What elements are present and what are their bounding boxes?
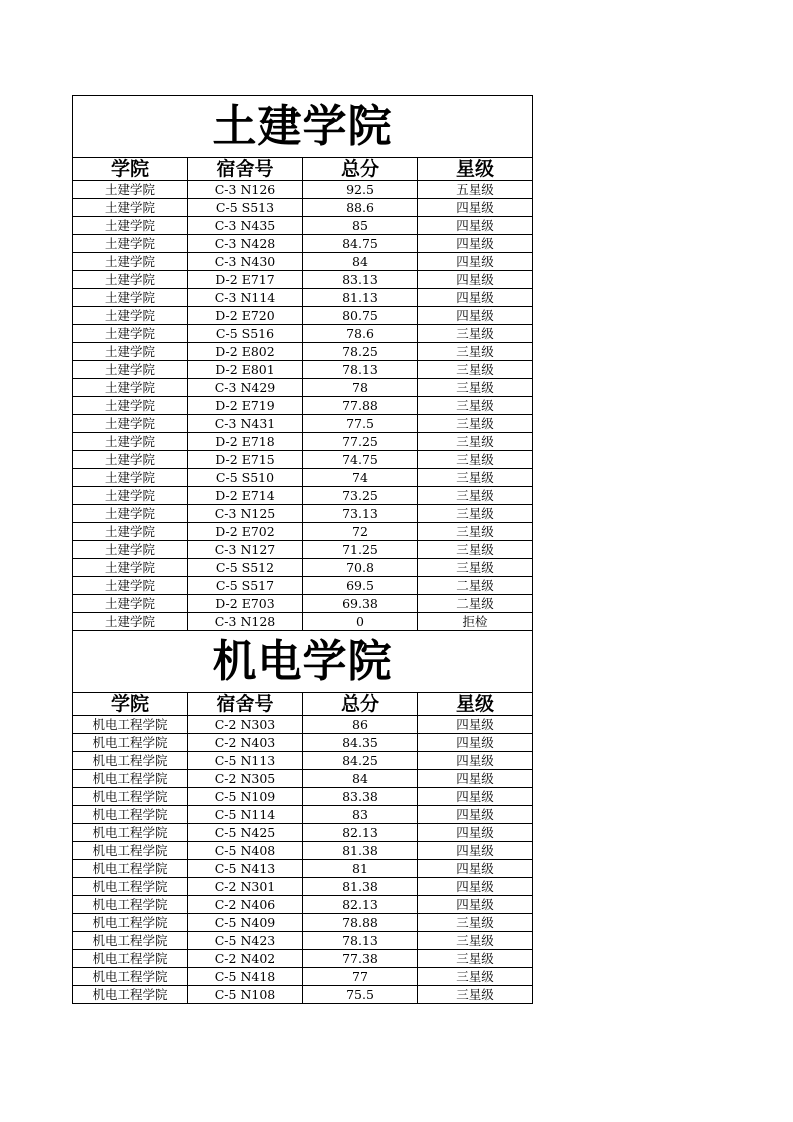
cell-total-score: 85 <box>303 217 418 235</box>
cell-star-rating: 二星级 <box>418 595 533 613</box>
table-row <box>73 788 533 806</box>
header-star-rating: 星级 <box>418 693 533 716</box>
cell-total-score: 78.25 <box>303 343 418 361</box>
cell-dorm-number: C-5 N409 <box>188 914 303 932</box>
cell-star-rating: 四星级 <box>418 752 533 770</box>
cell-college: 机电工程学院 <box>73 770 188 788</box>
cell-total-score: 74.75 <box>303 451 418 469</box>
cell-star-rating: 四星级 <box>418 217 533 235</box>
cell-total-score: 81 <box>303 860 418 878</box>
cell-dorm-number: C-3 N430 <box>188 253 303 271</box>
cell-star-rating: 三星级 <box>418 950 533 968</box>
header-total-score: 总分 <box>303 158 418 181</box>
cell-dorm-number: C-5 N113 <box>188 752 303 770</box>
cell-total-score: 73.25 <box>303 487 418 505</box>
cell-total-score: 70.8 <box>303 559 418 577</box>
table-row <box>73 379 533 397</box>
cell-total-score: 78.88 <box>303 914 418 932</box>
cell-star-rating: 三星级 <box>418 343 533 361</box>
cell-total-score: 78.13 <box>303 932 418 950</box>
cell-total-score: 84.75 <box>303 235 418 253</box>
table-row <box>73 734 533 752</box>
table-row <box>73 325 533 343</box>
cell-dorm-number: D-2 E802 <box>188 343 303 361</box>
cell-total-score: 81.38 <box>303 878 418 896</box>
cell-star-rating: 五星级 <box>418 181 533 199</box>
cell-dorm-number: C-5 N418 <box>188 968 303 986</box>
cell-total-score: 78 <box>303 379 418 397</box>
table-row <box>73 235 533 253</box>
spreadsheet-page <box>72 95 532 1004</box>
table-row <box>73 541 533 559</box>
cell-dorm-number: D-2 E715 <box>188 451 303 469</box>
cell-dorm-number: C-5 N408 <box>188 842 303 860</box>
table-row <box>73 433 533 451</box>
cell-college: 机电工程学院 <box>73 914 188 932</box>
section-title-row <box>73 96 533 158</box>
cell-dorm-number: D-2 E702 <box>188 523 303 541</box>
table-row <box>73 950 533 968</box>
cell-star-rating: 四星级 <box>418 235 533 253</box>
cell-total-score: 77.5 <box>303 415 418 433</box>
cell-college: 土建学院 <box>73 541 188 559</box>
table-row <box>73 716 533 734</box>
table-row <box>73 505 533 523</box>
cell-dorm-number: C-2 N303 <box>188 716 303 734</box>
cell-dorm-number: C-3 N128 <box>188 613 303 631</box>
header-college: 学院 <box>73 693 188 716</box>
table-row <box>73 415 533 433</box>
header-total-score: 总分 <box>303 693 418 716</box>
cell-dorm-number: C-2 N305 <box>188 770 303 788</box>
cell-star-rating: 三星级 <box>418 986 533 1004</box>
cell-dorm-number: C-3 N431 <box>188 415 303 433</box>
section-title: 土建学院 <box>73 96 533 158</box>
cell-college: 土建学院 <box>73 361 188 379</box>
cell-star-rating: 三星级 <box>418 541 533 559</box>
cell-college: 土建学院 <box>73 469 188 487</box>
cell-star-rating: 三星级 <box>418 451 533 469</box>
cell-dorm-number: C-2 N301 <box>188 878 303 896</box>
cell-college: 机电工程学院 <box>73 752 188 770</box>
table-row <box>73 613 533 631</box>
cell-star-rating: 四星级 <box>418 824 533 842</box>
cell-college: 土建学院 <box>73 217 188 235</box>
table-row <box>73 181 533 199</box>
cell-college: 土建学院 <box>73 325 188 343</box>
cell-star-rating: 三星级 <box>418 505 533 523</box>
table-row <box>73 397 533 415</box>
table-row <box>73 968 533 986</box>
cell-star-rating: 拒检 <box>418 613 533 631</box>
table-row <box>73 559 533 577</box>
cell-dorm-number: C-5 N108 <box>188 986 303 1004</box>
header-star-rating: 星级 <box>418 158 533 181</box>
cell-total-score: 75.5 <box>303 986 418 1004</box>
cell-star-rating: 四星级 <box>418 788 533 806</box>
cell-college: 土建学院 <box>73 343 188 361</box>
cell-total-score: 84 <box>303 253 418 271</box>
cell-star-rating: 三星级 <box>418 415 533 433</box>
table-row <box>73 487 533 505</box>
cell-star-rating: 四星级 <box>418 806 533 824</box>
table-row <box>73 469 533 487</box>
cell-dorm-number: C-3 N127 <box>188 541 303 559</box>
cell-dorm-number: C-2 N402 <box>188 950 303 968</box>
cell-star-rating: 三星级 <box>418 433 533 451</box>
cell-college: 土建学院 <box>73 595 188 613</box>
cell-star-rating: 三星级 <box>418 361 533 379</box>
cell-star-rating: 四星级 <box>418 734 533 752</box>
cell-total-score: 77.88 <box>303 397 418 415</box>
cell-college: 机电工程学院 <box>73 842 188 860</box>
cell-college: 土建学院 <box>73 451 188 469</box>
cell-college: 土建学院 <box>73 505 188 523</box>
cell-college: 机电工程学院 <box>73 824 188 842</box>
cell-college: 土建学院 <box>73 433 188 451</box>
cell-total-score: 82.13 <box>303 896 418 914</box>
cell-dorm-number: C-3 N125 <box>188 505 303 523</box>
table-row <box>73 523 533 541</box>
cell-college: 土建学院 <box>73 523 188 541</box>
cell-dorm-number: D-2 E801 <box>188 361 303 379</box>
cell-dorm-number: D-2 E719 <box>188 397 303 415</box>
cell-dorm-number: C-5 N413 <box>188 860 303 878</box>
cell-total-score: 84.25 <box>303 752 418 770</box>
section-title: 机电学院 <box>73 631 533 693</box>
cell-college: 机电工程学院 <box>73 716 188 734</box>
cell-college: 机电工程学院 <box>73 896 188 914</box>
cell-star-rating: 四星级 <box>418 770 533 788</box>
cell-dorm-number: C-5 S516 <box>188 325 303 343</box>
cell-college: 机电工程学院 <box>73 788 188 806</box>
table-row <box>73 878 533 896</box>
cell-total-score: 71.25 <box>303 541 418 559</box>
cell-college: 机电工程学院 <box>73 806 188 824</box>
cell-dorm-number: C-3 N435 <box>188 217 303 235</box>
cell-college: 机电工程学院 <box>73 734 188 752</box>
table-row <box>73 860 533 878</box>
cell-dorm-number: D-2 E703 <box>188 595 303 613</box>
cell-star-rating: 四星级 <box>418 253 533 271</box>
cell-college: 土建学院 <box>73 307 188 325</box>
cell-star-rating: 三星级 <box>418 559 533 577</box>
cell-star-rating: 四星级 <box>418 878 533 896</box>
cell-college: 土建学院 <box>73 487 188 505</box>
cell-star-rating: 三星级 <box>418 397 533 415</box>
table-row <box>73 914 533 932</box>
table-row <box>73 451 533 469</box>
cell-dorm-number: D-2 E718 <box>188 433 303 451</box>
cell-star-rating: 二星级 <box>418 577 533 595</box>
cell-college: 土建学院 <box>73 379 188 397</box>
cell-college: 机电工程学院 <box>73 950 188 968</box>
cell-college: 土建学院 <box>73 253 188 271</box>
column-header-row <box>73 158 533 181</box>
cell-dorm-number: C-3 N126 <box>188 181 303 199</box>
cell-college: 机电工程学院 <box>73 986 188 1004</box>
cell-star-rating: 四星级 <box>418 896 533 914</box>
cell-dorm-number: D-2 E714 <box>188 487 303 505</box>
cell-total-score: 81.13 <box>303 289 418 307</box>
cell-star-rating: 三星级 <box>418 968 533 986</box>
table-row <box>73 806 533 824</box>
cell-college: 土建学院 <box>73 577 188 595</box>
cell-star-rating: 三星级 <box>418 932 533 950</box>
cell-total-score: 69.5 <box>303 577 418 595</box>
section-title-row <box>73 631 533 693</box>
cell-total-score: 80.75 <box>303 307 418 325</box>
table-row <box>73 253 533 271</box>
cell-total-score: 73.13 <box>303 505 418 523</box>
cell-college: 土建学院 <box>73 199 188 217</box>
cell-dorm-number: C-5 N423 <box>188 932 303 950</box>
cell-college: 土建学院 <box>73 235 188 253</box>
cell-dorm-number: C-5 N114 <box>188 806 303 824</box>
table-row <box>73 199 533 217</box>
cell-total-score: 83.13 <box>303 271 418 289</box>
table-row <box>73 343 533 361</box>
cell-college: 机电工程学院 <box>73 932 188 950</box>
cell-college: 机电工程学院 <box>73 878 188 896</box>
cell-dorm-number: D-2 E720 <box>188 307 303 325</box>
cell-star-rating: 三星级 <box>418 469 533 487</box>
cell-total-score: 86 <box>303 716 418 734</box>
table-row <box>73 307 533 325</box>
cell-total-score: 81.38 <box>303 842 418 860</box>
cell-college: 土建学院 <box>73 559 188 577</box>
cell-dorm-number: C-5 N109 <box>188 788 303 806</box>
cell-dorm-number: C-5 S517 <box>188 577 303 595</box>
cell-dorm-number: C-2 N403 <box>188 734 303 752</box>
cell-college: 机电工程学院 <box>73 860 188 878</box>
cell-dorm-number: C-5 S513 <box>188 199 303 217</box>
cell-total-score: 92.5 <box>303 181 418 199</box>
cell-total-score: 78.13 <box>303 361 418 379</box>
table-row <box>73 361 533 379</box>
cell-total-score: 83 <box>303 806 418 824</box>
cell-college: 土建学院 <box>73 397 188 415</box>
cell-total-score: 77.38 <box>303 950 418 968</box>
cell-dorm-number: C-5 S512 <box>188 559 303 577</box>
cell-dorm-number: C-5 N425 <box>188 824 303 842</box>
cell-college: 土建学院 <box>73 613 188 631</box>
header-college: 学院 <box>73 158 188 181</box>
table-body <box>73 96 533 1004</box>
cell-dorm-number: D-2 E717 <box>188 271 303 289</box>
cell-dorm-number: C-5 S510 <box>188 469 303 487</box>
header-dorm-number: 宿舍号 <box>188 158 303 181</box>
header-dorm-number: 宿舍号 <box>188 693 303 716</box>
cell-college: 机电工程学院 <box>73 968 188 986</box>
cell-total-score: 82.13 <box>303 824 418 842</box>
cell-total-score: 0 <box>303 613 418 631</box>
table-row <box>73 577 533 595</box>
cell-dorm-number: C-3 N114 <box>188 289 303 307</box>
table-row <box>73 752 533 770</box>
table-row <box>73 770 533 788</box>
table-row <box>73 824 533 842</box>
cell-college: 土建学院 <box>73 271 188 289</box>
table-row <box>73 986 533 1004</box>
table-row <box>73 217 533 235</box>
cell-dorm-number: C-3 N428 <box>188 235 303 253</box>
cell-total-score: 72 <box>303 523 418 541</box>
table-row <box>73 896 533 914</box>
cell-total-score: 69.38 <box>303 595 418 613</box>
table-row <box>73 595 533 613</box>
cell-dorm-number: C-3 N429 <box>188 379 303 397</box>
cell-star-rating: 四星级 <box>418 271 533 289</box>
cell-college: 土建学院 <box>73 289 188 307</box>
table-row <box>73 289 533 307</box>
cell-total-score: 88.6 <box>303 199 418 217</box>
dormitory-score-table <box>72 95 533 1004</box>
cell-star-rating: 四星级 <box>418 860 533 878</box>
cell-star-rating: 四星级 <box>418 289 533 307</box>
cell-college: 土建学院 <box>73 181 188 199</box>
cell-total-score: 84 <box>303 770 418 788</box>
cell-star-rating: 四星级 <box>418 199 533 217</box>
cell-total-score: 84.35 <box>303 734 418 752</box>
cell-star-rating: 四星级 <box>418 716 533 734</box>
cell-star-rating: 四星级 <box>418 842 533 860</box>
cell-total-score: 74 <box>303 469 418 487</box>
cell-star-rating: 三星级 <box>418 914 533 932</box>
cell-star-rating: 四星级 <box>418 307 533 325</box>
cell-star-rating: 三星级 <box>418 523 533 541</box>
cell-total-score: 78.6 <box>303 325 418 343</box>
table-row <box>73 932 533 950</box>
cell-star-rating: 三星级 <box>418 487 533 505</box>
cell-star-rating: 三星级 <box>418 325 533 343</box>
cell-college: 土建学院 <box>73 415 188 433</box>
cell-dorm-number: C-2 N406 <box>188 896 303 914</box>
cell-total-score: 77.25 <box>303 433 418 451</box>
cell-star-rating: 三星级 <box>418 379 533 397</box>
column-header-row <box>73 693 533 716</box>
cell-total-score: 83.38 <box>303 788 418 806</box>
cell-total-score: 77 <box>303 968 418 986</box>
table-row <box>73 842 533 860</box>
table-row <box>73 271 533 289</box>
